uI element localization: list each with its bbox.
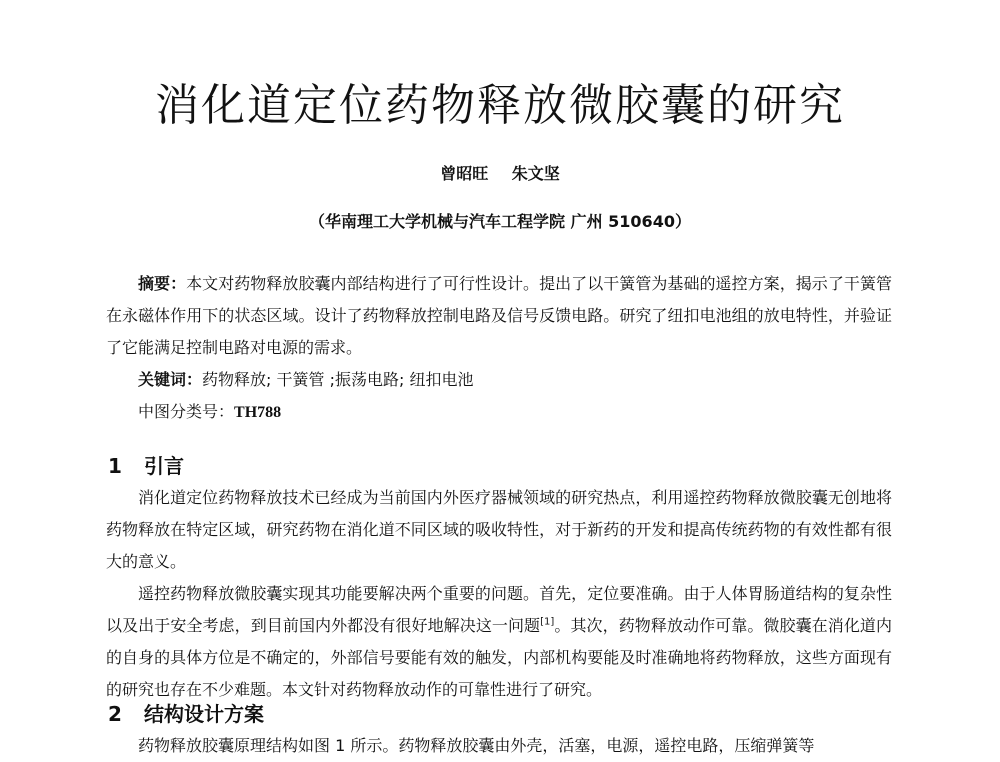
section-body-intro [106, 482, 892, 706]
affiliation: （华南理工大学机械与汽车工程学院 广州 510640） [309, 212, 691, 231]
abstract-paragraph [106, 268, 892, 364]
section-title: 引言 [144, 454, 184, 478]
keywords-text: 药物释放; 干簧管 ;振荡电路; 纽扣电池 [202, 370, 474, 389]
classification-code: TH788 [234, 404, 282, 421]
body-text: 遥控药物释放微胶囊实现其功能要解决两个重要的问题。首先，定位要准确。由于人体胃肠道结构的复杂性以及出于安全考虑，到目前国内外都没有很好地解决这一问题 [106, 584, 892, 635]
citation-ref: [1] [540, 616, 555, 628]
section-heading-structure [108, 700, 264, 728]
section-heading-intro [108, 452, 184, 480]
classification-line [106, 396, 892, 429]
paper-title: 消化道定位药物释放微胶囊的研究 [155, 80, 845, 131]
abstract-block [106, 268, 892, 429]
author-name: 朱文坚 [511, 164, 560, 183]
section-body-structure [106, 730, 892, 762]
body-text: 。其次，药物释放动作可靠。微胶囊在消化道内的自身的具体方位是不确定的，外部信号要能有效的触发，内部机构要能及时准确地将药物释放，这些方面现有的研究也存在不少难题。本文针对药物释放动作的可靠性进行了研究。 [106, 616, 892, 699]
abstract-label: 摘要： [138, 274, 187, 293]
body-paragraph: 药物释放胶囊原理结构如图 1 所示。药物释放胶囊由外壳，活塞，电源，遥控电路，压缩弹簧等 [138, 736, 815, 755]
classification-label: 中图分类号： [138, 402, 235, 421]
keywords-label: 关键词： [138, 370, 203, 389]
keywords-line [106, 364, 892, 396]
section-number: 2 [108, 702, 122, 726]
section-title: 结构设计方案 [144, 702, 264, 726]
author-name: 曾昭旺 [440, 164, 489, 183]
abstract-text: 本文对药物释放胶囊内部结构进行了可行性设计。提出了以干簧管为基础的遥控方案，揭示了干簧管在永磁体作用下的状态区域。设计了药物释放控制电路及信号反馈电路。研究了纽扣电池组的放电特性，并验证了它能满足控制电路对电源的需求。 [106, 274, 892, 357]
body-paragraph [106, 578, 892, 706]
author-list [0, 162, 1000, 186]
body-paragraph: 消化道定位药物释放技术已经成为当前国内外医疗器械领域的研究热点，利用遥控药物释放微胶囊无创地将药物释放在特定区域，研究药物在消化道不同区域的吸收特性，对于新药的开发和提高传统药物的有效性都有很大的意义。 [106, 488, 892, 571]
section-number: 1 [108, 454, 122, 478]
